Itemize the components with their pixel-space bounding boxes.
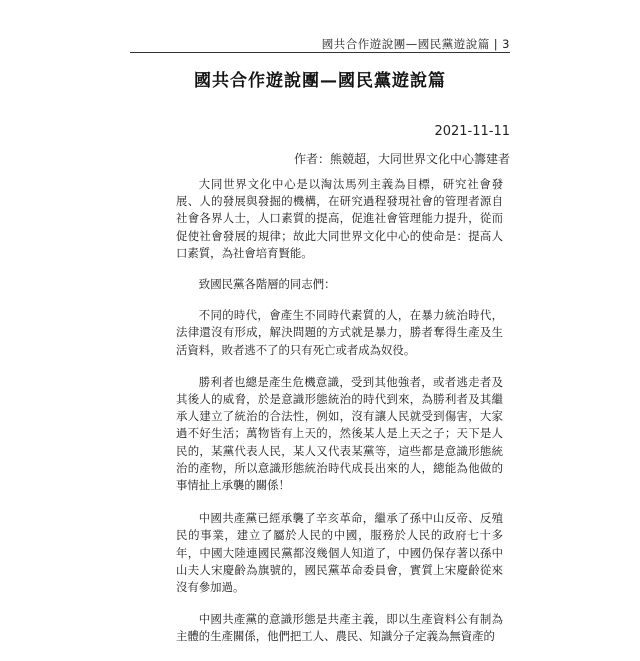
header-divider xyxy=(130,52,510,53)
paragraph-mission: 大同世界文化中心是以淘汰馬列主義為目標，研究社會發展、人的發展與發掘的機構，在研究過程發現社會的管理者源自社會各界人士，人口素質的提高，促進社會管理能力提升，從而促使社會發展的規律；故此大同世界文化中心的使命是：提高人口素質，為社會培育賢能。 xyxy=(176,177,503,260)
paragraph-ideology-era: 勝利者也總是產生危機意識，受到其他強者，或者逃走者及其後人的威脅，於是意識形態統治的時代到來，為勝利者及其繼承人建立了統治的合法性，例如，沒有讓人民就受到傷害，大家過不好生活；萬物皆有上天的，然後某人是上天之子；天下是人民的，某黨代表人民，某人又代表某黨等，這些都是意識形態統治的產物，所以意識形態統治時代成長出來的人，總能為他做的事情扯上承襲的關係！ xyxy=(176,374,503,493)
document-date: 2021-11-11 xyxy=(434,124,510,139)
running-header-separator: | xyxy=(493,37,499,51)
paragraph-ccp-ideology: 中國共產黨的意識形態是共產主義，即以生產資料公有制為主體的生產關係，他們把工人、農民、知識分子定義為無資產的 xyxy=(176,612,503,644)
document-body xyxy=(176,176,503,661)
running-header-title: 國共合作遊說團—國民黨遊說篇 xyxy=(321,37,490,51)
document-author: 作者：熊競超，大同世界文化中心籌建者 xyxy=(293,152,510,166)
running-header xyxy=(322,36,510,52)
document-title: 國共合作遊說團—國民黨遊說篇 xyxy=(194,71,446,91)
paragraph-ccp-inheritance: 中國共產黨已經承襲了辛亥革命，繼承了孫中山反帝、反殖民的事業，建立了屬於人民的中國，服務於人民的政府七十多年，中國大陸連國民黨都沒幾個人知道了，中國仍保存著以孫中山夫人宋慶齡為旗號的，國民黨革命委員會，實質上宋慶齡從來沒有參加過。 xyxy=(176,511,503,595)
page-number: 3 xyxy=(502,37,510,51)
paragraph-violence-era: 不同的時代，會產生不同時代素質的人，在暴力統治時代，法律還沒有形成，解決問題的方式就是暴力，勝者奪得生產及生活資料，敗者逃不了的只有死亡或者成為奴役。 xyxy=(176,308,503,357)
paragraph-salutation: 致國民黨各階層的同志們： xyxy=(198,277,336,292)
